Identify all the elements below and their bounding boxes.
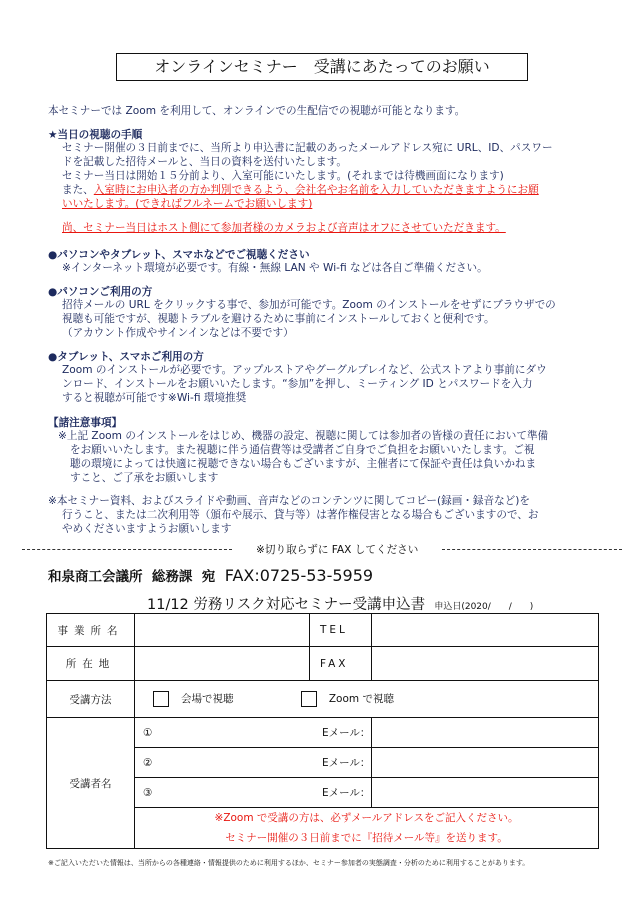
tel-input[interactable] xyxy=(372,614,599,647)
recipient-fax: FAX:0725-53-5959 xyxy=(224,566,374,585)
address-input[interactable] xyxy=(135,647,310,681)
participant-3-name[interactable]: ③ xyxy=(135,778,372,808)
copyright-line-3: やめくださいますようお願いします xyxy=(62,523,232,535)
tel-label: TEL xyxy=(310,614,372,647)
notes-line-2: をお願いいたします。また視聴に伴う通信費等は受講者ご自身でご負担をお願いいたします。ご視 xyxy=(70,444,535,456)
notes-line-1: ※上記 Zoom のインストールをはじめ、機器の設定、視聴に関しては参加者の皆様の責任において準備 xyxy=(58,430,549,442)
option-venue[interactable] xyxy=(153,693,234,705)
procedure-line-4 xyxy=(62,183,539,197)
cut-dash-right xyxy=(442,549,622,550)
invite-email-note: セミナー開催の３日前までに『招待メール等』を送ります。 xyxy=(135,828,599,849)
form-row-address xyxy=(47,647,599,681)
section-heading-notes: 【諸注意事項】 xyxy=(48,417,123,429)
pc-line-1: 招待メールの URL をクリックする事で、参加が可能です。Zoom のインストールをせずにブラウザでの xyxy=(62,299,556,311)
page-title: オンラインセミナー 受講にあたってのお願い xyxy=(116,53,528,81)
mobile-line-1: Zoom のインストールが必要です。アップルストアやグーグルプレイなど、公式ストアより事前にダウ xyxy=(62,364,547,376)
pc-line-2: 視聴も可能ですが、視聴トラブルを避けるために事前にインストールしておくと便利です。 xyxy=(62,313,495,325)
cut-instruction: ※切り取らずに FAX してください xyxy=(252,542,422,557)
copyright-line-2: 行うこと、または二次利用等（頒布や展示、貸与等）は著作権侵害となる場合もございますので、お xyxy=(62,509,539,521)
email-label-1: Eメール： xyxy=(322,727,371,739)
intro-text: 本セミナーでは Zoom を利用して、オンラインでの生配信での視聴が可能となります。 xyxy=(48,105,466,117)
cut-dash-left xyxy=(22,549,232,550)
mobile-line-3: すると視聴が可能です※Wi-fi 環境推奨 xyxy=(62,392,247,404)
email-label-3: Eメール： xyxy=(322,787,371,799)
pc-line-3: （アカウント作成やサインインなどは不要です） xyxy=(62,327,294,339)
participant-2-name[interactable]: ② xyxy=(135,748,372,778)
section-heading-procedure: ★当日の視聴の手順 xyxy=(48,129,143,141)
option-zoom[interactable] xyxy=(301,693,394,705)
participants-label: 受講者名 xyxy=(47,718,135,849)
method-options xyxy=(135,681,599,718)
venue-option-label: 会場で視聴 xyxy=(181,693,234,705)
zoom-email-note: ※Zoom で受講の方は、必ずメールアドレスをご記入ください。 xyxy=(135,808,599,829)
company-label: 事業所名 xyxy=(47,614,135,647)
mobile-line-2: ンロード、インストールをお願いいたします。“参加”を押し、ミーティング ID とパスワードを入力 xyxy=(62,378,533,390)
fax-input[interactable] xyxy=(372,647,599,681)
form-title-row xyxy=(147,593,533,614)
procedure-red-note: 入室時にお申込者の方か判別できるよう、会社名やお名前を入力していただきますようにお願 xyxy=(93,184,539,196)
application-date-label: 申込日(2020/ / ) xyxy=(434,602,534,612)
participant-row-1 xyxy=(47,718,599,748)
procedure-line-3: セミナー当日は開始１５分前より、入室可能にいたします。(それまでは待機画面になります) xyxy=(62,170,504,182)
section-heading-devices: ●パソコンやタブレット、スマホなどでご視聴ください xyxy=(48,249,310,261)
camera-off-note: 尚、セミナー当日はホスト側にて参加者様のカメラおよび音声はオフにさせていただきます。 xyxy=(62,222,506,234)
zoom-option-label: Zoom で視聴 xyxy=(328,693,394,705)
copyright-line-1: ※本セミナー資料、およびスライドや動画、音声などのコンテンツに関してコピー(録画・録音など)を xyxy=(48,495,530,507)
notes-line-4: すこと、ご了承をお願いします xyxy=(70,472,219,484)
company-input[interactable] xyxy=(135,614,310,647)
procedure-line-4-prefix: また、 xyxy=(62,184,94,196)
procedure-red-note-cont: いいたします。(できればフルネームでお願いします) xyxy=(62,198,313,210)
zoom-checkbox[interactable] xyxy=(301,691,317,707)
section-heading-mobile: ●タブレット、スマホご利用の方 xyxy=(48,351,204,363)
address-label: 所在地 xyxy=(47,647,135,681)
venue-checkbox[interactable] xyxy=(153,691,169,707)
recipient-header xyxy=(48,565,373,585)
application-form xyxy=(46,613,599,849)
participant-2-email[interactable] xyxy=(322,748,599,778)
fax-label: FAX xyxy=(310,647,372,681)
form-row-company xyxy=(47,614,599,647)
participant-1-email[interactable] xyxy=(322,718,599,748)
notes-line-3: 聴の環境によっては快適に視聴できない場合もございますが、主催者にて保証や責任は負いかねま xyxy=(70,458,537,470)
email-label-2: Eメール： xyxy=(322,757,371,769)
section-heading-pc: ●パソコンご利用の方 xyxy=(48,286,153,298)
form-title: 11/12 労務リスク対応セミナー受講申込書 xyxy=(147,597,426,613)
participant-3-email[interactable] xyxy=(322,778,599,808)
procedure-line-2: ドを記載した招待メールと、当日の資料を送付いたします。 xyxy=(62,156,347,168)
recipient-org: 和泉商工会議所 総務課 宛 xyxy=(48,569,216,585)
method-label: 受講方法 xyxy=(47,681,135,718)
procedure-line-1: セミナー開催の３日前までに、当所より申込書に記載のあったメールアドレス宛に URL、ID、パスワー xyxy=(62,142,553,154)
privacy-footnote: ※ご記入いただいた情報は、当所からの各種連絡・情報提供のために利用するほか、セミナー参加者の実態調査・分析のために利用することがあります。 xyxy=(48,859,530,867)
form-row-method xyxy=(47,681,599,718)
participant-1-name[interactable]: ① xyxy=(135,718,372,748)
devices-line-1: ※インターネット環境が必要です。有線・無線 LAN や Wi-fi などは各自ご準備ください。 xyxy=(62,262,488,274)
